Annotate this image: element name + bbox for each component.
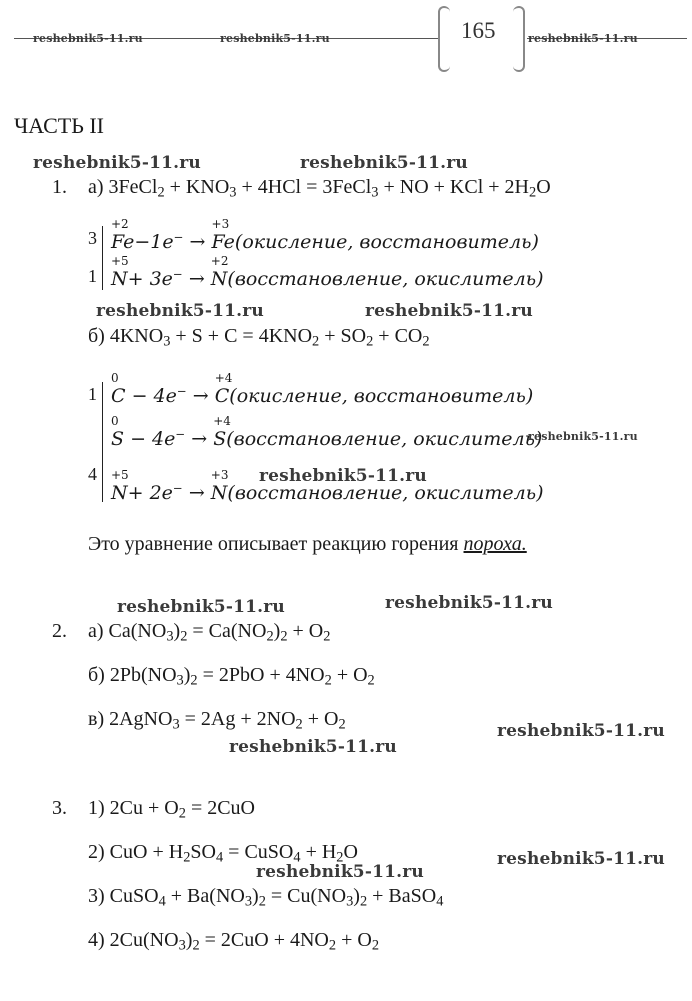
reaction-arrow: →: [183, 231, 212, 253]
formula-text: ): [173, 620, 181, 642]
item-label: 4): [88, 929, 105, 951]
product-element: [210, 254, 229, 290]
equation-3-4: [88, 929, 379, 952]
balance-bar: [102, 382, 103, 502]
formula: [109, 885, 444, 910]
formula-text: + NO + KCl + 2H: [378, 176, 529, 198]
reaction-arrow: →: [182, 482, 211, 504]
watermark: reshebnik5-11.ru: [33, 32, 143, 45]
subscript: 4: [436, 893, 444, 910]
element-symbol: N: [111, 482, 128, 504]
formula-text: ): [252, 885, 259, 907]
formula-text: 2Cu + O: [109, 797, 179, 819]
formula-text: ): [273, 620, 281, 642]
watermark: reshebnik5-11.ru: [229, 737, 397, 757]
watermark: reshebnik5-11.ru: [96, 301, 264, 321]
formula-text: O: [343, 841, 358, 863]
watermark: reshebnik5-11.ru: [365, 301, 533, 321]
half-reaction: [111, 371, 534, 407]
subscript: 4: [293, 849, 301, 866]
reactant-element: [111, 254, 129, 290]
element-symbol: N: [210, 268, 228, 290]
subscript: 2: [328, 937, 337, 954]
item-label: в): [88, 708, 105, 730]
subscript: 3: [229, 184, 237, 201]
subscript: 3: [371, 184, 379, 201]
subscript: 2: [280, 628, 288, 645]
oxidation-state: +5: [111, 468, 129, 482]
oxidation-state: +3: [211, 217, 230, 231]
conclusion: [88, 533, 527, 556]
process-note: (окисление, восстановитель): [229, 385, 534, 407]
formula-text: = 2CuO: [185, 797, 255, 819]
formula-text: + O: [336, 929, 372, 951]
equation-2a: [88, 620, 330, 643]
task-number: 2.: [52, 620, 67, 642]
subscript: 2: [295, 716, 303, 733]
conclusion-text: Это уравнение описывает реакцию горения: [88, 533, 464, 555]
subscript: 2: [323, 628, 331, 645]
formula-text: + 4HCl = 3FeCl: [236, 176, 372, 198]
electron-term: + 2e: [127, 482, 173, 504]
subscript: 2: [367, 672, 375, 689]
watermark: reshebnik5-11.ru: [256, 862, 424, 882]
half-reaction: [111, 254, 544, 290]
product-element: [211, 217, 235, 253]
subscript: 3: [172, 716, 180, 733]
conclusion-emphasis: пороха.: [463, 533, 527, 555]
reactant-element: [111, 371, 126, 407]
formula: [109, 929, 380, 954]
formula-text: 2Pb(NO: [109, 664, 177, 686]
electron-term: − 4e: [125, 385, 177, 407]
coefficient: 1: [88, 266, 97, 286]
formula-text: = Cu(NO: [265, 885, 347, 907]
formula-text: CuSO: [109, 885, 159, 907]
watermark: reshebnik5-11.ru: [497, 849, 665, 869]
equation-2b: [88, 664, 375, 687]
oxidation-state: 0: [111, 414, 119, 428]
equation-2c: [88, 708, 346, 731]
process-note: (окисление, восстановитель): [234, 231, 539, 253]
equation-3-2: [88, 841, 358, 864]
product-element: [214, 371, 233, 407]
reactant-element: [111, 468, 129, 504]
coefficient: 4: [88, 464, 97, 484]
formula: [109, 708, 346, 733]
equation-1b: [88, 325, 430, 348]
equation-3-1: [88, 797, 255, 820]
subscript: 2: [266, 628, 274, 645]
subscript: 2: [359, 893, 368, 910]
task-number: 1.: [52, 176, 67, 198]
item-label: а): [88, 176, 104, 198]
item-label: 2): [88, 841, 105, 863]
oxidation-state: +4: [214, 371, 233, 385]
formula-text: ): [353, 885, 360, 907]
process-note: (восстановление, окислитель): [226, 428, 543, 450]
subscript: 2: [258, 893, 266, 910]
half-reaction: [111, 414, 543, 450]
subscript: 3: [244, 893, 253, 910]
subscript: 3: [176, 672, 184, 689]
process-note: (восстановление, окислитель): [227, 268, 544, 290]
formula-text: + KNO: [164, 176, 230, 198]
formula: [109, 841, 358, 866]
page-number-bracket-right: [513, 6, 525, 72]
formula-text: = 2PbO + 4NO: [197, 664, 325, 686]
element-symbol: C: [214, 385, 230, 407]
electron-charge: −: [172, 266, 183, 281]
electron-charge: −: [176, 383, 187, 398]
formula-text: + H: [300, 841, 337, 863]
electron-term: + 3e: [127, 268, 173, 290]
oxidation-state: 0: [111, 371, 119, 385]
formula-text: CuO + H: [109, 841, 184, 863]
watermark: reshebnik5-11.ru: [528, 430, 638, 443]
subscript: 2: [190, 672, 198, 689]
coefficient: 1: [88, 384, 97, 404]
subscript: 2: [528, 184, 537, 201]
formula-text: + BaSO: [367, 885, 437, 907]
product-element: [210, 468, 229, 504]
equation-3-3: [88, 885, 443, 908]
formula-text: = CuSO: [223, 841, 294, 863]
subscript: 2: [192, 937, 200, 954]
electron-charge: −: [175, 426, 186, 441]
formula-text: + CO: [373, 325, 423, 347]
formula: [109, 664, 375, 689]
subscript: 2: [324, 672, 332, 689]
item-label: а): [88, 620, 104, 642]
item-label: 3): [88, 885, 105, 907]
reactant-element: [111, 217, 135, 253]
formula: [108, 620, 331, 645]
subscript: 3: [346, 893, 354, 910]
electron-term: −1e: [134, 231, 174, 253]
formula-text: ): [183, 664, 191, 686]
formula: [109, 797, 255, 822]
watermark: reshebnik5-11.ru: [497, 721, 665, 741]
electron-charge: −: [172, 480, 183, 495]
formula-text: ): [185, 929, 193, 951]
reaction-arrow: →: [182, 268, 211, 290]
reaction-arrow: →: [186, 385, 215, 407]
formula-text: = 2CuO + 4NO: [199, 929, 329, 951]
subscript: 2: [422, 333, 430, 350]
subscript: 4: [158, 893, 166, 910]
reaction-arrow: →: [185, 428, 214, 450]
formula-text: + S + C = 4KNO: [170, 325, 313, 347]
formula-text: + O: [331, 664, 368, 686]
watermark: reshebnik5-11.ru: [220, 32, 330, 45]
coefficient: 3: [88, 228, 97, 248]
electron-term: − 4e: [124, 428, 176, 450]
subscript: 3: [166, 628, 174, 645]
item-label: б): [88, 325, 105, 347]
subscript: 2: [312, 333, 320, 350]
product-element: [213, 414, 231, 450]
element-symbol: N: [210, 482, 228, 504]
formula-text: + SO: [319, 325, 367, 347]
watermark: reshebnik5-11.ru: [259, 466, 427, 486]
formula-text: = 2Ag + 2NO: [179, 708, 296, 730]
watermark: reshebnik5-11.ru: [33, 153, 201, 173]
reactant-element: [111, 414, 125, 450]
formula-text: = Ca(NO: [187, 620, 267, 642]
oxidation-state: +5: [111, 254, 129, 268]
formula-text: + O: [302, 708, 339, 730]
formula-text: + Ba(NO: [165, 885, 245, 907]
process-note: (восстановление, окислитель): [227, 482, 544, 504]
element-symbol: Fe: [211, 231, 235, 253]
item-label: 1): [88, 797, 105, 819]
subscript: 2: [336, 849, 344, 866]
watermark: reshebnik5-11.ru: [528, 32, 638, 45]
formula-text: SO: [190, 841, 216, 863]
element-symbol: Fe: [111, 231, 135, 253]
electron-charge: −: [173, 229, 184, 244]
oxidation-state: +2: [210, 254, 229, 268]
page-number-bracket-left: [438, 6, 450, 72]
watermark: reshebnik5-11.ru: [385, 593, 553, 613]
element-symbol: S: [111, 428, 125, 450]
formula-text: Ca(NO: [108, 620, 167, 642]
equation-1a: [88, 176, 551, 199]
element-symbol: C: [111, 385, 126, 407]
balance-bar: [102, 226, 103, 290]
oxidation-state: +3: [210, 468, 229, 482]
element-symbol: S: [213, 428, 227, 450]
formula: [108, 176, 551, 201]
oxidation-state: +4: [213, 414, 231, 428]
subscript: 3: [163, 333, 171, 350]
item-label: б): [88, 664, 105, 686]
subscript: 2: [178, 805, 186, 822]
task-number: 3.: [52, 797, 67, 819]
formula-text: 2AgNO: [109, 708, 173, 730]
subscript: 2: [157, 184, 165, 201]
subscript: 2: [183, 849, 191, 866]
watermark: reshebnik5-11.ru: [117, 597, 285, 617]
formula-text: + O: [287, 620, 324, 642]
subscript: 4: [215, 849, 224, 866]
formula-text: 3FeCl: [108, 176, 158, 198]
element-symbol: N: [111, 268, 128, 290]
page-number: 165: [461, 18, 496, 43]
subscript: 2: [180, 628, 188, 645]
oxidation-state: +2: [111, 217, 129, 231]
formula-text: 4KNO: [109, 325, 164, 347]
subscript: 3: [178, 937, 186, 954]
formula-text: O: [536, 176, 551, 198]
half-reaction: [111, 217, 539, 253]
watermark: reshebnik5-11.ru: [300, 153, 468, 173]
subscript: 2: [366, 333, 374, 350]
subscript: 2: [371, 937, 380, 954]
section-title: ЧАСТЬ II: [14, 113, 104, 138]
formula-text: 2Cu(NO: [109, 929, 179, 951]
formula: [109, 325, 430, 350]
subscript: 2: [338, 716, 346, 733]
